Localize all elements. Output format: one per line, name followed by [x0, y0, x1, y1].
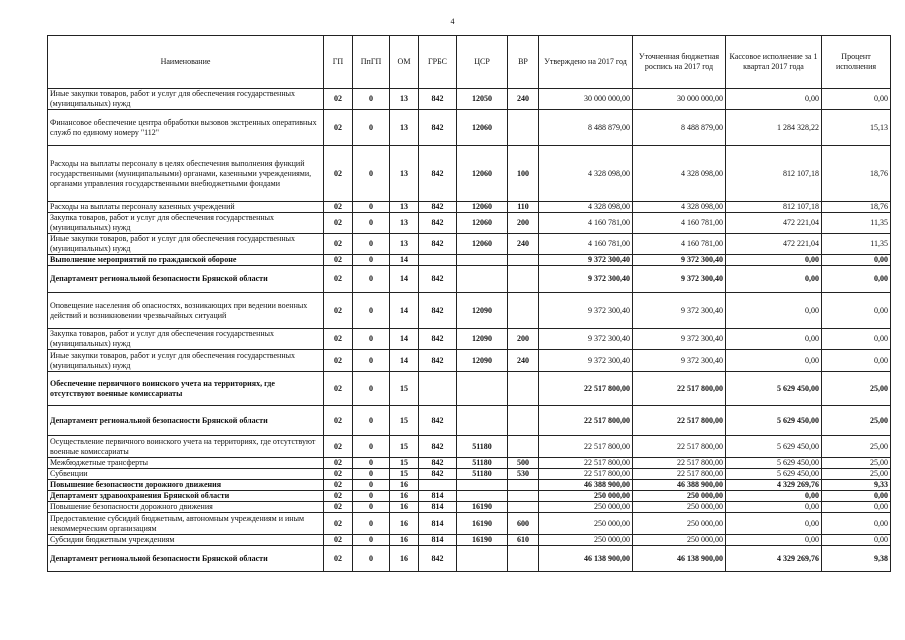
cell-cash: 472 221,04 — [726, 213, 822, 234]
table-row — [48, 546, 891, 572]
cell-vr: 610 — [508, 535, 539, 546]
cell-csr: 12060 — [457, 146, 508, 202]
cell-percent: 25,00 — [822, 436, 891, 458]
cell-refined: 46 388 900,00 — [633, 480, 726, 491]
table-row — [48, 213, 891, 234]
header-csr: ЦСР — [457, 36, 508, 89]
table-row — [48, 372, 891, 406]
cell-name: Выполнение мероприятий по гражданской обороне — [48, 255, 324, 266]
cell-ppgp: 0 — [353, 329, 390, 350]
cell-ppgp: 0 — [353, 436, 390, 458]
cell-ppgp: 0 — [353, 535, 390, 546]
cell-csr — [457, 480, 508, 491]
cell-ppgp: 0 — [353, 266, 390, 293]
cell-csr: 51180 — [457, 458, 508, 469]
cell-name: Предоставление субсидий бюджетным, автономным учреждениям и иным некоммерческим организациям — [48, 513, 324, 535]
cell-name: Межбюджетные трансферты — [48, 458, 324, 469]
cell-gp: 02 — [324, 480, 353, 491]
cell-grbs — [419, 480, 457, 491]
cell-grbs: 814 — [419, 491, 457, 502]
cell-csr: 51180 — [457, 469, 508, 480]
cell-approved: 250 000,00 — [539, 491, 633, 502]
cell-percent: 15,13 — [822, 110, 891, 146]
cell-om: 13 — [390, 234, 419, 255]
cell-refined: 22 517 800,00 — [633, 372, 726, 406]
header-refined: Уточненная бюджетная роспись на 2017 год — [633, 36, 726, 89]
cell-percent: 0,00 — [822, 89, 891, 110]
cell-om: 16 — [390, 491, 419, 502]
cell-percent: 0,00 — [822, 535, 891, 546]
cell-csr: 12090 — [457, 329, 508, 350]
cell-name: Обеспечение первичного воинского учета на территориях, где отсутствуют военные комиссариаты — [48, 372, 324, 406]
cell-approved: 8 488 879,00 — [539, 110, 633, 146]
cell-refined: 9 372 300,40 — [633, 293, 726, 329]
cell-vr: 600 — [508, 513, 539, 535]
cell-approved: 250 000,00 — [539, 513, 633, 535]
cell-cash: 0,00 — [726, 266, 822, 293]
cell-grbs: 842 — [419, 350, 457, 372]
cell-om: 16 — [390, 480, 419, 491]
cell-refined: 9 372 300,40 — [633, 266, 726, 293]
cell-approved: 9 372 300,40 — [539, 350, 633, 372]
cell-vr — [508, 480, 539, 491]
header-percent: Процент исполнения — [822, 36, 891, 89]
cell-ppgp: 0 — [353, 491, 390, 502]
cell-om: 16 — [390, 502, 419, 513]
cell-vr — [508, 255, 539, 266]
cell-vr — [508, 266, 539, 293]
cell-approved: 9 372 300,40 — [539, 266, 633, 293]
cell-ppgp: 0 — [353, 480, 390, 491]
cell-approved: 30 000 000,00 — [539, 89, 633, 110]
cell-vr — [508, 110, 539, 146]
cell-csr: 16190 — [457, 535, 508, 546]
cell-percent: 11,35 — [822, 213, 891, 234]
cell-ppgp: 0 — [353, 372, 390, 406]
cell-om: 13 — [390, 89, 419, 110]
cell-refined: 22 517 800,00 — [633, 436, 726, 458]
cell-cash: 0,00 — [726, 329, 822, 350]
table-row — [48, 89, 891, 110]
cell-approved: 4 328 098,00 — [539, 146, 633, 202]
cell-gp: 02 — [324, 458, 353, 469]
cell-om: 13 — [390, 202, 419, 213]
cell-percent: 0,00 — [822, 255, 891, 266]
cell-grbs: 842 — [419, 266, 457, 293]
cell-grbs: 814 — [419, 513, 457, 535]
header-ppgp: ПпГП — [353, 36, 390, 89]
table-row — [48, 329, 891, 350]
cell-percent: 0,00 — [822, 266, 891, 293]
cell-approved: 4 160 781,00 — [539, 234, 633, 255]
cell-percent: 0,00 — [822, 513, 891, 535]
cell-approved: 250 000,00 — [539, 502, 633, 513]
cell-csr: 12060 — [457, 234, 508, 255]
cell-name: Иные закупки товаров, работ и услуг для обеспечения государственных (муниципальных) нужд — [48, 89, 324, 110]
cell-grbs: 842 — [419, 110, 457, 146]
table-row — [48, 406, 891, 436]
cell-grbs: 842 — [419, 146, 457, 202]
cell-vr: 200 — [508, 213, 539, 234]
table-row — [48, 350, 891, 372]
cell-grbs: 842 — [419, 202, 457, 213]
cell-csr — [457, 372, 508, 406]
cell-om: 14 — [390, 350, 419, 372]
cell-grbs: 842 — [419, 469, 457, 480]
cell-name: Департамент здравоохранения Брянской области — [48, 491, 324, 502]
table-row — [48, 502, 891, 513]
cell-cash: 0,00 — [726, 293, 822, 329]
cell-cash: 5 629 450,00 — [726, 436, 822, 458]
cell-refined: 22 517 800,00 — [633, 458, 726, 469]
cell-gp: 02 — [324, 293, 353, 329]
cell-name: Закупка товаров, работ и услуг для обеспечения государственных (муниципальных) нужд — [48, 213, 324, 234]
cell-grbs: 842 — [419, 329, 457, 350]
cell-percent: 25,00 — [822, 458, 891, 469]
table-row — [48, 202, 891, 213]
cell-vr: 110 — [508, 202, 539, 213]
cell-percent: 9,38 — [822, 546, 891, 572]
cell-approved: 9 372 300,40 — [539, 329, 633, 350]
table-row — [48, 234, 891, 255]
cell-om: 13 — [390, 110, 419, 146]
cell-ppgp: 0 — [353, 546, 390, 572]
cell-grbs: 842 — [419, 458, 457, 469]
cell-gp: 02 — [324, 350, 353, 372]
cell-gp: 02 — [324, 234, 353, 255]
cell-name: Департамент региональной безопасности Брянской области — [48, 406, 324, 436]
cell-name: Финансовое обеспечение центра обработки вызовов экстренных оперативных служб по единому номеру "112" — [48, 110, 324, 146]
cell-approved: 46 388 900,00 — [539, 480, 633, 491]
cell-approved: 22 517 800,00 — [539, 436, 633, 458]
cell-csr — [457, 406, 508, 436]
table-row — [48, 146, 891, 202]
cell-ppgp: 0 — [353, 202, 390, 213]
cell-ppgp: 0 — [353, 255, 390, 266]
cell-cash: 5 629 450,00 — [726, 458, 822, 469]
cell-name: Субвенции — [48, 469, 324, 480]
cell-om: 16 — [390, 546, 419, 572]
table-row — [48, 513, 891, 535]
table-header-row — [48, 36, 891, 89]
cell-refined: 4 160 781,00 — [633, 213, 726, 234]
cell-csr: 12060 — [457, 213, 508, 234]
cell-om: 13 — [390, 146, 419, 202]
cell-ppgp: 0 — [353, 350, 390, 372]
table-row — [48, 535, 891, 546]
cell-cash: 4 329 269,76 — [726, 546, 822, 572]
header-cash: Кассовое исполнение за 1 квартал 2017 года — [726, 36, 822, 89]
cell-percent: 0,00 — [822, 293, 891, 329]
cell-ppgp: 0 — [353, 513, 390, 535]
cell-csr — [457, 255, 508, 266]
cell-ppgp: 0 — [353, 89, 390, 110]
cell-vr: 240 — [508, 350, 539, 372]
cell-name: Расходы на выплаты персоналу казенных учреждений — [48, 202, 324, 213]
cell-grbs: 814 — [419, 535, 457, 546]
cell-gp: 02 — [324, 546, 353, 572]
cell-csr: 12060 — [457, 202, 508, 213]
cell-csr: 16190 — [457, 502, 508, 513]
cell-csr: 51180 — [457, 436, 508, 458]
header-name: Наименование — [48, 36, 324, 89]
budget-execution-table — [47, 35, 891, 572]
page-number: 4 — [450, 17, 455, 26]
cell-grbs — [419, 372, 457, 406]
table-row — [48, 491, 891, 502]
cell-vr — [508, 502, 539, 513]
cell-refined: 4 328 098,00 — [633, 146, 726, 202]
cell-om: 14 — [390, 293, 419, 329]
cell-name: Осуществление первичного воинского учета на территориях, где отсутствуют военные комиссариаты — [48, 436, 324, 458]
cell-approved: 4 328 098,00 — [539, 202, 633, 213]
cell-refined: 46 138 900,00 — [633, 546, 726, 572]
cell-cash: 812 107,18 — [726, 146, 822, 202]
cell-vr: 100 — [508, 146, 539, 202]
cell-om: 15 — [390, 406, 419, 436]
cell-om: 14 — [390, 266, 419, 293]
cell-approved: 22 517 800,00 — [539, 469, 633, 480]
cell-approved: 46 138 900,00 — [539, 546, 633, 572]
cell-om: 16 — [390, 513, 419, 535]
cell-csr: 12060 — [457, 110, 508, 146]
cell-cash: 0,00 — [726, 502, 822, 513]
cell-vr — [508, 436, 539, 458]
cell-csr — [457, 266, 508, 293]
cell-name: Иные закупки товаров, работ и услуг для обеспечения государственных (муниципальных) нужд — [48, 234, 324, 255]
cell-refined: 250 000,00 — [633, 502, 726, 513]
cell-grbs: 842 — [419, 293, 457, 329]
cell-ppgp: 0 — [353, 458, 390, 469]
cell-cash: 0,00 — [726, 513, 822, 535]
cell-cash: 0,00 — [726, 535, 822, 546]
cell-cash: 812 107,18 — [726, 202, 822, 213]
cell-csr — [457, 546, 508, 572]
cell-vr — [508, 491, 539, 502]
cell-refined: 9 372 300,40 — [633, 350, 726, 372]
cell-csr: 12090 — [457, 293, 508, 329]
cell-ppgp: 0 — [353, 406, 390, 436]
table-row — [48, 480, 891, 491]
cell-gp: 02 — [324, 491, 353, 502]
cell-cash: 5 629 450,00 — [726, 406, 822, 436]
cell-refined: 22 517 800,00 — [633, 406, 726, 436]
cell-percent: 0,00 — [822, 350, 891, 372]
cell-cash: 0,00 — [726, 255, 822, 266]
cell-om: 15 — [390, 458, 419, 469]
cell-gp: 02 — [324, 213, 353, 234]
table-row — [48, 293, 891, 329]
cell-om: 13 — [390, 213, 419, 234]
cell-name: Расходы на выплаты персоналу в целях обеспечения выполнения функций государственными (муниципальными) органами, казенными учреждениями, органами управления государственными внебюджетными фондами — [48, 146, 324, 202]
cell-gp: 02 — [324, 329, 353, 350]
table-row — [48, 110, 891, 146]
cell-gp: 02 — [324, 535, 353, 546]
cell-name: Повышение безопасности дорожного движения — [48, 502, 324, 513]
cell-gp: 02 — [324, 255, 353, 266]
cell-percent: 0,00 — [822, 329, 891, 350]
cell-percent: 25,00 — [822, 406, 891, 436]
cell-gp: 02 — [324, 372, 353, 406]
cell-om: 15 — [390, 469, 419, 480]
cell-gp: 02 — [324, 406, 353, 436]
cell-csr — [457, 491, 508, 502]
cell-cash: 1 284 328,22 — [726, 110, 822, 146]
cell-ppgp: 0 — [353, 234, 390, 255]
cell-approved: 22 517 800,00 — [539, 406, 633, 436]
cell-gp: 02 — [324, 110, 353, 146]
cell-percent: 18,76 — [822, 202, 891, 213]
cell-refined: 9 372 300,40 — [633, 329, 726, 350]
cell-name: Закупка товаров, работ и услуг для обеспечения государственных (муниципальных) нужд — [48, 329, 324, 350]
table-row — [48, 266, 891, 293]
cell-ppgp: 0 — [353, 213, 390, 234]
cell-om: 15 — [390, 372, 419, 406]
cell-csr: 12050 — [457, 89, 508, 110]
cell-ppgp: 0 — [353, 502, 390, 513]
cell-percent: 18,76 — [822, 146, 891, 202]
cell-percent: 0,00 — [822, 491, 891, 502]
cell-cash: 5 629 450,00 — [726, 469, 822, 480]
cell-refined: 30 000 000,00 — [633, 89, 726, 110]
header-om: ОМ — [390, 36, 419, 89]
header-gp: ГП — [324, 36, 353, 89]
cell-cash: 0,00 — [726, 491, 822, 502]
table-row — [48, 255, 891, 266]
cell-gp: 02 — [324, 146, 353, 202]
cell-vr — [508, 372, 539, 406]
cell-om: 15 — [390, 436, 419, 458]
cell-percent: 25,00 — [822, 469, 891, 480]
cell-cash: 0,00 — [726, 89, 822, 110]
cell-cash: 5 629 450,00 — [726, 372, 822, 406]
cell-gp: 02 — [324, 469, 353, 480]
cell-refined: 4 328 098,00 — [633, 202, 726, 213]
cell-cash: 0,00 — [726, 350, 822, 372]
cell-ppgp: 0 — [353, 110, 390, 146]
cell-refined: 250 000,00 — [633, 535, 726, 546]
cell-vr: 500 — [508, 458, 539, 469]
header-vr: ВР — [508, 36, 539, 89]
cell-om: 16 — [390, 535, 419, 546]
cell-grbs: 842 — [419, 234, 457, 255]
cell-gp: 02 — [324, 436, 353, 458]
cell-cash: 472 221,04 — [726, 234, 822, 255]
cell-percent: 0,00 — [822, 502, 891, 513]
cell-percent: 9,33 — [822, 480, 891, 491]
cell-name: Департамент региональной безопасности Брянской области — [48, 266, 324, 293]
cell-gp: 02 — [324, 266, 353, 293]
cell-vr: 240 — [508, 234, 539, 255]
cell-ppgp: 0 — [353, 293, 390, 329]
cell-gp: 02 — [324, 89, 353, 110]
cell-vr: 200 — [508, 329, 539, 350]
cell-ppgp: 0 — [353, 146, 390, 202]
cell-gp: 02 — [324, 202, 353, 213]
cell-grbs: 842 — [419, 546, 457, 572]
cell-csr: 16190 — [457, 513, 508, 535]
cell-grbs: 842 — [419, 406, 457, 436]
cell-approved: 22 517 800,00 — [539, 458, 633, 469]
cell-refined: 4 160 781,00 — [633, 234, 726, 255]
cell-vr — [508, 406, 539, 436]
cell-approved: 22 517 800,00 — [539, 372, 633, 406]
cell-approved: 4 160 781,00 — [539, 213, 633, 234]
header-approved: Утверждено на 2017 год — [539, 36, 633, 89]
cell-ppgp: 0 — [353, 469, 390, 480]
cell-cash: 4 329 269,76 — [726, 480, 822, 491]
cell-refined: 9 372 300,40 — [633, 255, 726, 266]
cell-refined: 8 488 879,00 — [633, 110, 726, 146]
cell-approved: 9 372 300,40 — [539, 255, 633, 266]
cell-grbs — [419, 255, 457, 266]
cell-name: Оповещение населения об опасностях, возникающих при ведении военных действий и возникновении чрезвычайных ситуаций — [48, 293, 324, 329]
cell-vr — [508, 546, 539, 572]
cell-grbs: 842 — [419, 89, 457, 110]
cell-name: Субсидии бюджетным учреждениям — [48, 535, 324, 546]
table-row — [48, 458, 891, 469]
cell-approved: 9 372 300,40 — [539, 293, 633, 329]
cell-percent: 11,35 — [822, 234, 891, 255]
cell-refined: 250 000,00 — [633, 513, 726, 535]
cell-grbs: 814 — [419, 502, 457, 513]
cell-om: 14 — [390, 255, 419, 266]
cell-approved: 250 000,00 — [539, 535, 633, 546]
header-grbs: ГРБС — [419, 36, 457, 89]
cell-name: Повышение безопасности дорожного движения — [48, 480, 324, 491]
cell-grbs: 842 — [419, 436, 457, 458]
table-row — [48, 436, 891, 458]
cell-gp: 02 — [324, 502, 353, 513]
cell-gp: 02 — [324, 513, 353, 535]
cell-vr: 240 — [508, 89, 539, 110]
cell-name: Иные закупки товаров, работ и услуг для обеспечения государственных (муниципальных) нужд — [48, 350, 324, 372]
cell-csr: 12090 — [457, 350, 508, 372]
cell-refined: 250 000,00 — [633, 491, 726, 502]
cell-vr — [508, 293, 539, 329]
cell-percent: 25,00 — [822, 372, 891, 406]
cell-vr: 530 — [508, 469, 539, 480]
cell-name: Департамент региональной безопасности Брянской области — [48, 546, 324, 572]
cell-grbs: 842 — [419, 213, 457, 234]
cell-refined: 22 517 800,00 — [633, 469, 726, 480]
cell-om: 14 — [390, 329, 419, 350]
table-row — [48, 469, 891, 480]
